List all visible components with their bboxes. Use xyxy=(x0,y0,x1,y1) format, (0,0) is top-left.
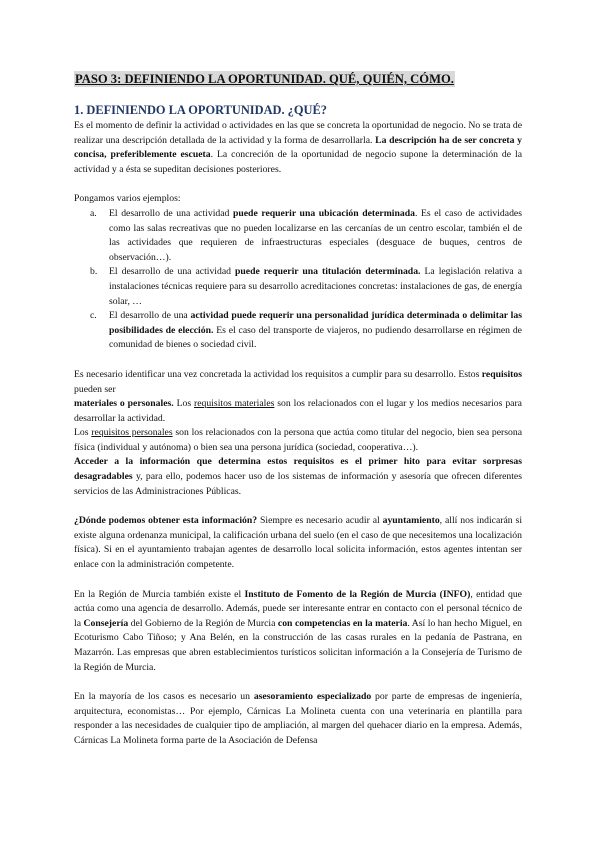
paragraph-requirements: Es necesario identificar una vez concretada la actividad los requisitos a cumplir para su desarrollo. Estos requisitos pueden ser xyxy=(74,368,522,395)
paragraph-definition: Es el momento de definir la actividad o actividades en las que se concreta la oportunidad de negocio. No se trata de realizar una descripción detallada de la actividad y la forma de desarrollarla. La descripción ha de ser concreta y concisa, preferiblemente escueta. La concreción de la oportunidad de negocio supone la determinación de la actividad y a ésta se supeditan decisiones posteriores. xyxy=(74,120,522,175)
list-item: a. El desarrollo de una actividad puede requerir una ubicación determinada. Es el caso de actividades como las salas recreativas que no pueden localizarse en las cercanías de un centro escolar, también el de las actividades que requieren de infraestructuras especiales (desguace de buques, centros de observación…). xyxy=(90,207,522,263)
paragraph-murcia-region: En la Región de Murcia también existe el Instituto de Fomento de la Región de Murcia (INFO), entidad que actúa como una agencia de desarrollo. Además, puede ser interesante entrar en contacto con el personal técnico de la Consejería del Gobierno de la Región de Murcia con competencias en la materia. Así lo han hecho Miguel, en Ecoturismo Cabo Tiñoso; y Ana Belén, en la construcción de las casas rurales en la pedanía de Pastrana, en Mazarrón. Las empresas que abren establecimientos turísticos solicitan información a la Consejería de Turismo de la Región de Murcia. xyxy=(74,588,522,673)
paragraph-personal-requirements: Los requisitos personales son los relacionados con la persona que actúa como titular del negocio, bien sea persona física (individual y autónoma) o bien sea una persona jurídica (sociedad, cooperativa…). xyxy=(74,427,523,453)
list-marker: b. xyxy=(90,266,98,278)
examples-list xyxy=(74,207,522,353)
list-marker: c. xyxy=(90,310,97,322)
paragraph-where-info: ¿Dónde podemos obtener esta información? Siempre es necesario acudir al ayuntamiento, allí nos indicarán si existe alguna ordenanza municipal, la calificación urbana del suelo (en el caso de que necesitemos una localización física). Si en el ayuntamiento trabajan agentes de desarrollo local solicita información, estos agentes intentan ser enlace con la administración competente. xyxy=(74,515,523,571)
paragraph-information-access: Acceder a la información que determina estos requisitos es el primer hito para evitar sorpresas desagradables y, para ello, podemos hacer uso de los sistemas de información y asesoría que ofrecen diferentes servicios de las Administraciones Públicas. xyxy=(74,456,522,497)
list-marker: a. xyxy=(90,207,97,219)
paragraph-material-requirements: materiales o personales. Los requisitos materiales son los relacionados con el lugar y los medios necesarios para desarrollar la actividad. xyxy=(74,398,522,424)
section-title: 1. DEFINIENDO LA OPORTUNIDAD. ¿QUÉ? xyxy=(74,103,327,117)
paragraph-examples-intro: Pongamos varios ejemplos: xyxy=(74,193,181,205)
list-item: b. El desarrollo de una actividad puede requerir una titulación determinada. La legislación relativa a instalaciones técnicas requiere para su desarrollo acreditaciones concretas: instalaciones de gas, de energía solar, … xyxy=(90,266,523,307)
paragraph-specialized-advice: En la mayoría de los casos es necesario un asesoramiento especializado por parte de empresas de ingeniería, arquitectura, economistas… Por ejemplo, Cárnicas La Molineta cuenta con una veterinaria en plantilla para responder a las necesidades de cualquier tipo de ampliación, al margen del quehacer diario en la empresa. Además, Cárnicas La Molineta forma parte de la Asociación de Defensa xyxy=(74,691,522,746)
page-title: PASO 3: DEFINIENDO LA OPORTUNIDAD. QUÉ, QUIÉN, CÓMO. xyxy=(75,72,454,86)
document-body xyxy=(74,70,522,749)
list-item: c. El desarrollo de una actividad puede requerir una personalidad jurídica determinada o delimitar las posibilidades de elección. Es el caso del transporte de viajeros, no pudiendo desarrollarse en régimen de comunidad de bienes o sociedad civil. xyxy=(90,310,522,351)
